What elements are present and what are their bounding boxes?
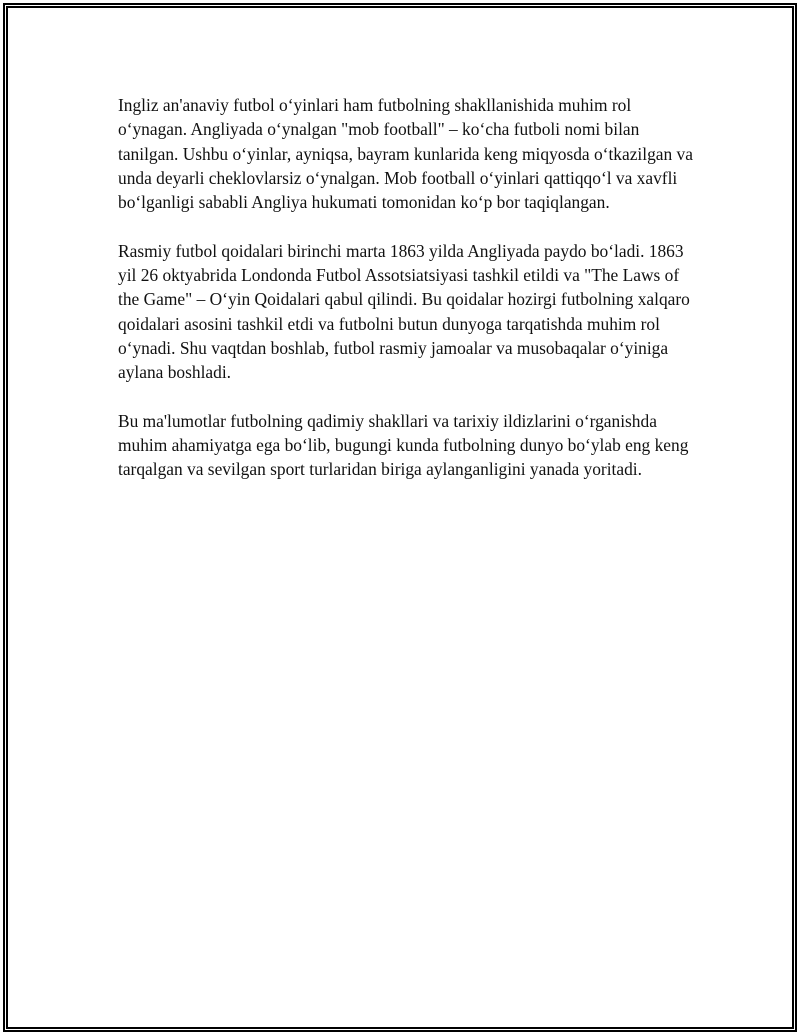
paragraph-mob-football: Ingliz an'anaviy futbol o‘yinlari ham futbolning shakllanishida muhim rol o‘ynagan. Angliyada o‘ynalgan "mob football" – ko‘cha futboli nomi bilan tanilgan. Ushbu o‘yinlar, ayniqsa, bayram kunlarida keng miqyosda o‘tkazilgan va unda deyarli cheklovlarsiz o‘ynalgan. Mob football o‘yinlari qattiqqo‘l va xavfli bo‘lganligi sababli Angliya hukumati tomonidan ko‘p bor taqiqlangan. <box>118 95 693 213</box>
paragraph-conclusion: Bu ma'lumotlar futbolning qadimiy shakllari va tarixiy ildizlarini o‘rganishda muhim ahamiyatga ega bo‘lib, bugungi kunda futbolning dunyo bo‘ylab eng keng tarqalgan va sevilgan sport turlaridan biriga aylanganligini yanada yoritadi. <box>118 410 689 480</box>
document-body <box>118 93 703 506</box>
paragraph-official-rules: Rasmiy futbol qoidalari birinchi marta 1863 yilda Angliyada paydo bo‘ladi. 1863 yil 26 oktyabrida Londonda Futbol Assotsiatsiyasi tashkil etildi va "The Laws of the Game" – O‘yin Qoidalari qabul qilindi. Bu qoidalar hozirgi futbolning xalqaro qoidalari asosini tashkil etdi va futbolni butun dunyoga tarqatishda muhim rol o‘ynadi. Shu vaqtdan boshlab, futbol rasmiy jamoalar va musobaqalar o‘yiniga aylana boshladi. <box>118 240 690 383</box>
